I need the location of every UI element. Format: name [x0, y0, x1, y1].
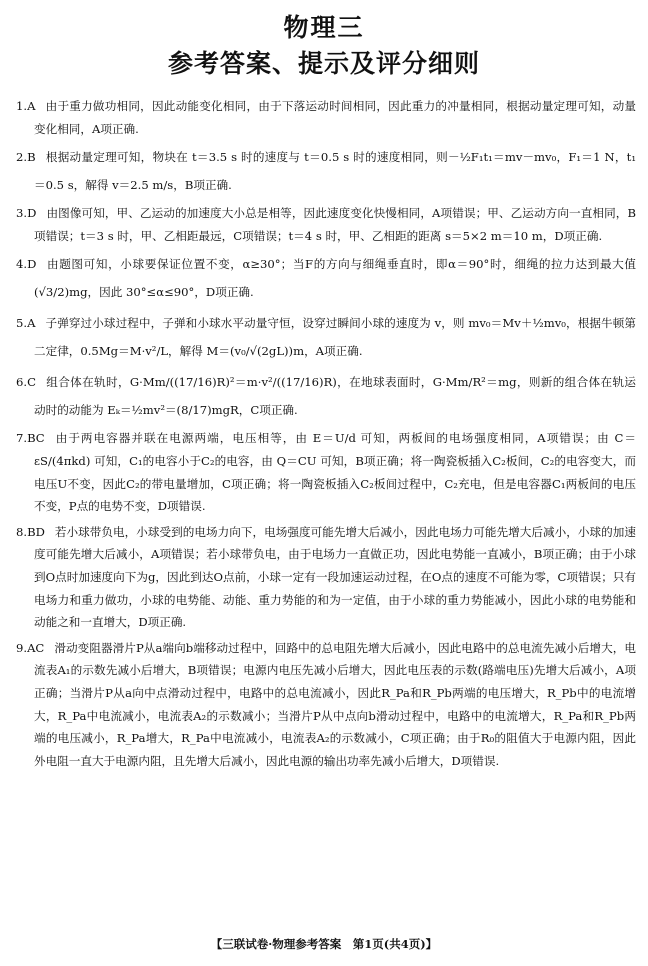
explanation-text: 子弹穿过小球过程中，子弹和小球水平动量守恒，设穿过瞬间小球的速度为 v，则 mv₀＝Mv＋½mv₀，根据牛顿第二定律，0.5Mg＝M·v²/L，解得 M＝(v₀/√(2gL))m，A项正确. — [34, 316, 636, 359]
page-subtitle: 参考答案、提示及评分细则 — [167, 49, 480, 78]
explanation-text: 根据动量定理可知，物块在 t＝3.5 s 时的速度与 t＝0.5 s 时的速度相同，则－½F₁t₁＝mv－mv₀，F₁＝1 N，t₁＝0.5 s，解得 v＝2.5 m/s，B项正确. — [34, 150, 636, 193]
answer-key: A — [27, 99, 36, 113]
explanation-text: 滑动变阻器滑片P从a端向b端移动过程中，回路中的总电阻先增大后减小，因此电路中的总电流先减小后增大，电流表A₁的示数先减小后增大，B项错误；电源内电压先减小后增大，因此电压表的示数(路端电压)先增大后减小，A项正确；当滑片P从a向中点滑动过程中，电路中的总电流减小，因此R_Pa和R_Pb两端的电压增大，R_Pb中的电流增大，R_Pa中电流减小，电流表A₂的示数减小；当滑片P从中点向b滑动过程中，电路中的电流增大，R_Pa和R_Pb两端的电压减小，R_Pa增大，R_Pa中电流减小，电流表A₂的示数减小，C项正确；由于R₀的阻值大于电源内阻，因此外电阻一直大于电源内阻，且先增大后减小，因此电源的输出功率先减小后增大，D项错误. — [34, 640, 636, 768]
explanation-text: 若小球带负电，小球受到的电场力向下，电场强度可能先增大后减小，因此电场力可能先增大后减小，小球的加速度可能先增大后减小，A项错误；若小球带负电，由于电场力一直做正功，因此电势能一直减小，B项正确；由于小球到O点时加速度向下为g，因此到达O点前，小球一定有一段加速运动过程，在O点的速度不可能为零，C项错误；只有电场力和重力做功，小球的电势能、动能、重力势能的和为一定值，由于小球的重力势能减小，因此小球的电势能和动能之和一直增大，D项正确. — [34, 524, 636, 630]
page-footer: 【三联试卷·物理参考答案 第1页(共4页)】 — [210, 937, 438, 951]
answer-item-5: 5.A 子弹穿过小球过程中，子弹和小球水平动量守恒，设穿过瞬间小球的速度为 v，则 mv₀＝Mv＋½mv₀，根据牛顿第二定律，0.5Mg＝M·v²/L，解得 M＝(v₀/√(2gL))m，A项正确. — [16, 316, 636, 359]
answer-key: BC — [27, 431, 45, 446]
explanation-text: 组合体在轨时，G·Mm/((17/16)R)²＝m·v²/((17/16)R)，在地球表面时，G·Mm/R²＝mg，则新的组合体在轨运动时的动能为 Eₖ＝½mv²＝(8/17)mgR，C项正确. — [34, 375, 636, 418]
explanation-text: 由于重力做功相同，因此动能变化相同，由于下落运动时间相同，因此重力的冲量相同，根据动量定理可知，动量变化相同，A项正确. — [34, 99, 636, 136]
answer-key: A — [27, 316, 36, 331]
answer-item-9: 9.AC 滑动变阻器滑片P从a端向b端移动过程中，回路中的总电阻先增大后减小，因此电路中的总电流先减小后增大，电流表A₁的示数先减小后增大，B项错误；电源内电压先减小后增大，因此电压表的示数(路端电压)先增大后减小，A项正确；当滑片P从a向中点滑动过程中，电路中的总电流减小，因此R_Pa和R_Pb两端的电压增大，R_Pb中的电流增大，R_Pa中电流减小，电流表A₂的示数减小；当滑片P从中点向b滑动过程中，电路中的电流增大，R_Pa和R_Pb两端的电压减小，R_Pa增大，R_Pa中电流减小，电流表A₂的示数减小，C项正确；由于R₀的阻值大于电源内阻，因此外电阻一直大于电源内阻，且先增大后减小，因此电源的输出功率先减小后增大，D项错误. — [16, 640, 636, 768]
answer-key: AC — [27, 640, 45, 655]
answer-key: D — [27, 257, 37, 272]
answer-key: C — [27, 375, 36, 390]
answer-key: D — [27, 206, 37, 221]
explanation-text: 由图像可知，甲、乙运动的加速度大小总是相等，因此速度变化快慢相同，A项错误；甲、乙运动方向一直相同，B项错误；t＝3 s 时，甲、乙相距最远，C项错误；t＝4 s 时，甲、乙相距的距离 s＝5×2 m＝10 m，D项正确. — [34, 206, 636, 243]
answer-item-4: 4.D 由题图可知，小球要保证位置不变，α≥30°；当F的方向与细绳垂直时，即α＝90°时，细绳的拉力达到最大值(√3/2)mg，因此 30°≤α≤90°，D项正确. — [16, 257, 636, 300]
page-title: 物理三 — [283, 13, 365, 42]
answer-list — [16, 95, 636, 775]
answer-item-1: 1.A 由于重力做功相同，因此动能变化相同，由于下落运动时间相同，因此重力的冲量相同，根据动量定理可知，动量变化相同，A项正确. — [16, 99, 636, 136]
explanation-text: 由题图可知，小球要保证位置不变，α≥30°；当F的方向与细绳垂直时，即α＝90°时，细绳的拉力达到最大值(√3/2)mg，因此 30°≤α≤90°，D项正确. — [34, 257, 636, 300]
answer-item-7: 7.BC 由于两电容器并联在电源两端，电压相等，由 E＝U/d 可知，两板间的电场强度相同，A项错误；由 C＝εS/(4πkd) 可知，C₁的电容小于C₂的电容，由 Q＝CU 可知，B项正确；将一陶瓷板插入C₂板间，C₂的电容变大，而电压U不变，因此C₂的带电量增加，C项正确；将一陶瓷板插入C₂板间过程中，C₂充电，但是电容器C₁两板间的电压不变，P点的电势不变，D项错误. — [16, 431, 636, 514]
answer-key: BD — [27, 524, 45, 539]
answer-item-2: 2.B 根据动量定理可知，物块在 t＝3.5 s 时的速度与 t＝0.5 s 时的速度相同，则－½F₁t₁＝mv－mv₀，F₁＝1 N，t₁＝0.5 s，解得 v＝2.5 m/s，B项正确. — [16, 150, 636, 193]
answer-item-8: 8.BD 若小球带负电，小球受到的电场力向下，电场强度可能先增大后减小，因此电场力可能先增大后减小，小球的加速度可能先增大后减小，A项错误；若小球带负电，由于电场力一直做正功，因此电势能一直减小，B项正确；由于小球到O点时加速度向下为g，因此到达O点前，小球一定有一段加速运动过程，在O点的速度不可能为零，C项错误；只有电场力和重力做功，小球的电势能、动能、重力势能的和为一定值，由于小球的重力势能减小，因此小球的电势能和动能之和一直增大，D项正确. — [16, 524, 636, 630]
answer-item-3: 3.D 由图像可知，甲、乙运动的加速度大小总是相等，因此速度变化快慢相同，A项错误；甲、乙运动方向一直相同，B项错误；t＝3 s 时，甲、乙相距最远，C项错误；t＝4 s 时，甲、乙相距的距离 s＝5×2 m＝10 m，D项正确. — [16, 206, 636, 243]
answer-key: B — [27, 150, 36, 165]
explanation-text: 由于两电容器并联在电源两端，电压相等，由 E＝U/d 可知，两板间的电场强度相同，A项错误；由 C＝εS/(4πkd) 可知，C₁的电容小于C₂的电容，由 Q＝CU 可知，B项正确；将一陶瓷板插入C₂板间，C₂的电容变大，而电压U不变，因此C₂的带电量增加，C项正确；将一陶瓷板插入C₂板间过程中，C₂充电，但是电容器C₁两板间的电压不变，P点的电势不变，D项错误. — [34, 431, 636, 514]
answer-item-6: 6.C 组合体在轨时，G·Mm/((17/16)R)²＝m·v²/((17/16)R)，在地球表面时，G·Mm/R²＝mg，则新的组合体在轨运动时的动能为 Eₖ＝½mv²＝(8/17)mgR，C项正确. — [16, 375, 636, 418]
